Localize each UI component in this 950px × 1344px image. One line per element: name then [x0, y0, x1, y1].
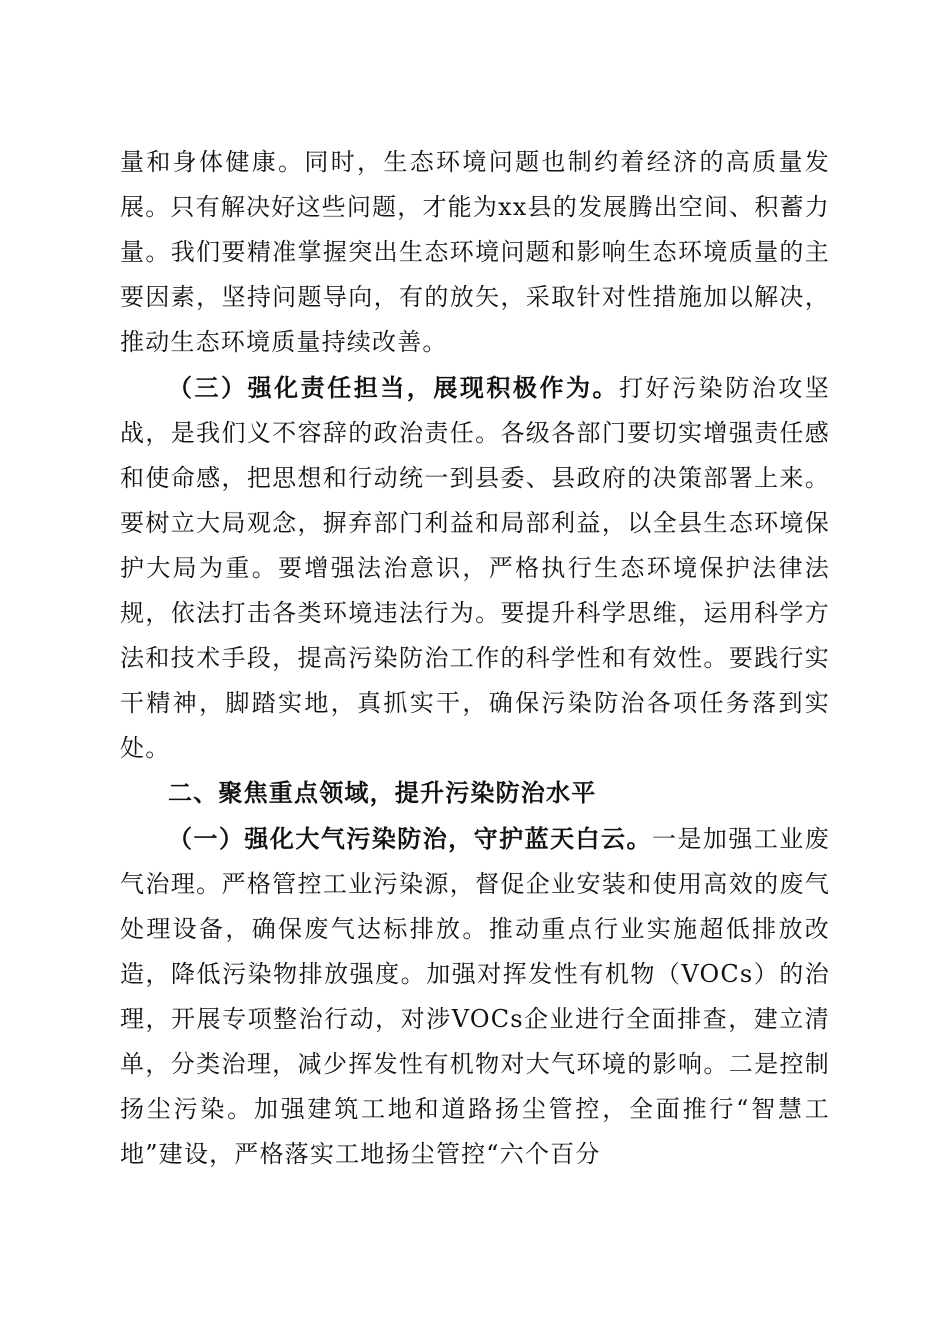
- paragraph-continuation: [120, 140, 830, 365]
- paragraph-text: 打好污染防治攻坚战，是我们义不容辞的政治责任。各级各部门要切实增强责任感和使命感，把思想和行动统一到县委、县政府的决策部署上来。要树立大局观念，摒弃部门利益和局部利益，以全县生态环境保护大局为重。要增强法治意识，严格执行生态环境保护法律法规，依法打击各类环境违法行为。要提升科学思维，运用科学方法和技术手段，提高污染防治工作的科学性和有效性。要践行实干精神，脚踏实地，真抓实干，确保污染防治各项任务落到实处。: [120, 374, 830, 762]
- paragraph-text: 一是加强工业废气治理。严格管控工业污染源，督促企业安装和使用高效的废气处理设备，确保废气达标排放。推动重点行业实施超低排放改造，降低污染物排放强度。加强对挥发性有机物（VOCs）的治理，开展专项整治行动，对涉VOCs企业进行全面排查，建立清单，分类治理，减少挥发性有机物对大气环境的影响。二是控制扬尘污染。加强建筑工地和道路扬尘管控，全面推行“智慧工地”建设，严格落实工地扬尘管控“六个百分: [120, 825, 830, 1168]
- section-heading: 二、聚焦重点领域，提升污染防治水平: [168, 779, 597, 807]
- paragraph-lead: （三）强化责任担当，展现积极作为。: [168, 373, 620, 402]
- paragraph-air-pollution: [120, 816, 830, 1177]
- document-body: [120, 140, 830, 1177]
- paragraph-text: 量和身体健康。同时，生态环境问题也制约着经济的高质量发展。只有解决好这些问题，才能为xx县的发展腾出空间、积蓄力量。我们要精准掌握突出生态环境问题和影响生态环境质量的主要因素，坚持问题导向，有的放矢，采取针对性措施加以解决，推动生态环境质量持续改善。: [120, 148, 830, 356]
- paragraph-responsibility: [120, 365, 830, 771]
- paragraph-lead: （一）强化大气污染防治，守护蓝天白云。: [168, 824, 652, 853]
